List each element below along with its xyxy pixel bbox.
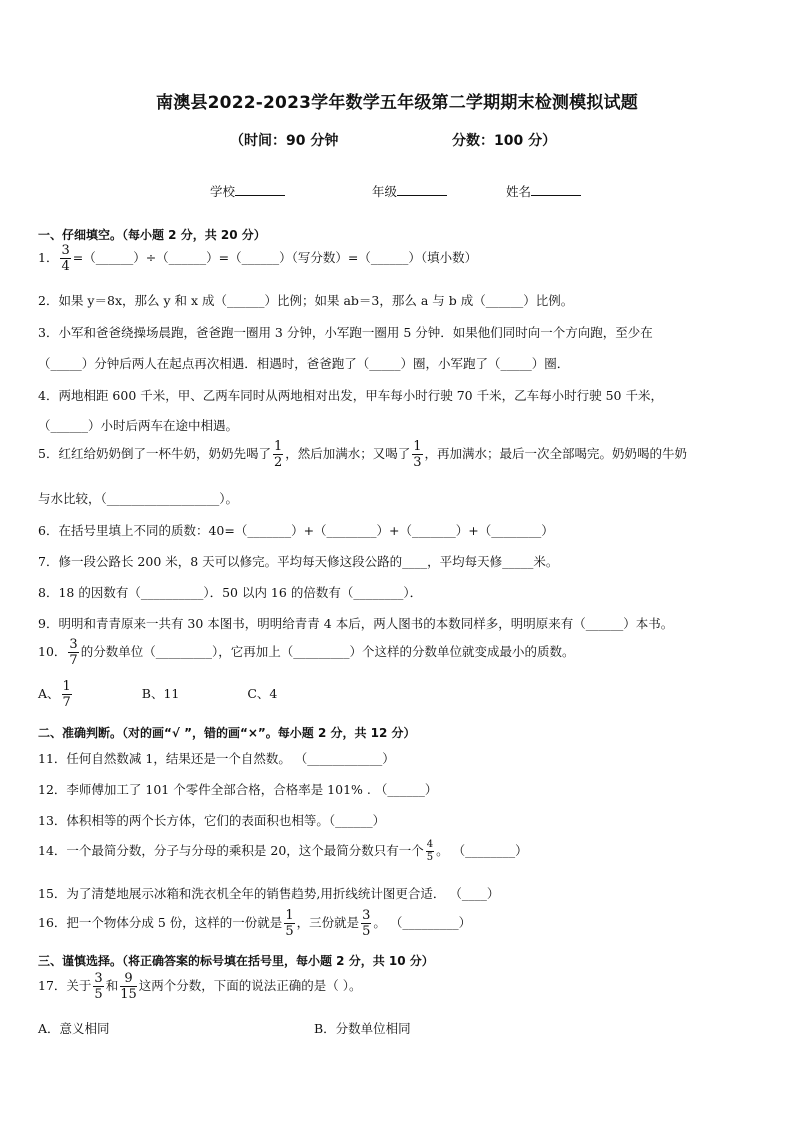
name-blank[interactable] (531, 183, 581, 196)
exam-score: 分数：100 分） (452, 133, 557, 149)
question-4-line2: （______）小时后两车在途中相遇。 (38, 418, 239, 433)
question-2: 2．如果 y＝8x，那么 y 和 x 成（______）比例；如果 ab＝3，那么 a 与 b 成（______）比例。 (38, 293, 574, 308)
q16-fraction-1: $\frac{1}{5}$ (285, 908, 294, 939)
question-5-line2: 与水比较，（__________________）。 (38, 491, 239, 506)
section-2-heading: 二、准确判断。（对的画“√ ”，错的画“×”。每小题 2 分，共 12 分） (38, 726, 416, 740)
q1-number: 1． (38, 250, 59, 265)
question-8: 8．18 的因数有（__________）．50 以内 16 的倍数有（________）． (38, 585, 423, 600)
question-16: 16．把一个物体分成 5 份，这样的一份就是 $\frac{1}{5}$ ，三份就是 $\frac{3}{5}$ 。 （_________） (38, 908, 472, 939)
grade-label: 年级 (372, 184, 398, 199)
question-17-option-b[interactable]: B．分数单位相同 (314, 1021, 411, 1036)
question-6: 6．在括号里填上不同的质数：40=（_______）+（________）+（_______）+（________） (38, 523, 554, 538)
school-label: 学校 (210, 184, 236, 199)
grade-blank[interactable] (397, 183, 447, 196)
q17-fraction-2: $\frac{9}{15}$ (120, 971, 137, 1002)
question-11: 11．任何自然数减 1，结果还是一个自然数。 （____________） (38, 751, 395, 766)
q1-text: =（______）÷（______）=（______）（写分数）=（______）（填小数） (72, 250, 478, 265)
question-17: 17．关于 $\frac{3}{5}$ 和 $\frac{9}{15}$ 这两个分数，下面的说法正确的是（ ）。 (38, 971, 362, 1002)
question-17-option-a[interactable]: A．意义相同 (38, 1021, 110, 1036)
q10-option-b[interactable]: B、11 (141, 686, 180, 701)
section-3-heading: 三、谨慎选择。（将正确答案的标号填在括号里，每小题 2 分，共 10 分） (38, 954, 434, 968)
school-field (210, 182, 285, 200)
q10-option-a-fraction: $\frac{1}{7}$ (62, 679, 71, 710)
school-blank[interactable] (235, 183, 285, 196)
question-14: 14．一个最简分数，分子与分母的乘积是 20，这个最简分数只有一个 $\frac{4}{5}$ 。 （________） (38, 839, 528, 863)
question-7: 7．修一段公路长 200 米，8 天可以修完。平均每天修这段公路的____，平均每天修_____米。 (38, 554, 559, 569)
question-1 (38, 244, 477, 273)
grade-field (372, 182, 447, 200)
q16-fraction-2: $\frac{3}{5}$ (362, 908, 371, 939)
question-10: 10． $\frac{3}{7}$ 的分数单位（_________），它再加上（_________）个这样的分数单位就变成最小的质数。 (38, 637, 575, 668)
question-13: 13．体积相等的两个长方体，它们的表面积也相等。（______） (38, 813, 386, 828)
question-4-line1: 4．两地相距 600 千米，甲、乙两车同时从两地相对出发，甲车每小时行驶 70 千米，乙车每小时行驶 50 千米， (38, 388, 663, 403)
q5-fraction-2: $\frac{1}{3}$ (413, 439, 422, 470)
question-15: 15．为了清楚地展示冰箱和洗衣机全年的销售趋势,用折线统计图更合适． （____） (38, 886, 500, 901)
q10-option-c[interactable]: C、4 (247, 686, 278, 701)
q10-option-a[interactable]: A、 $\frac{1}{7}$ (38, 679, 71, 710)
question-10-options (38, 680, 277, 709)
question-3-line2: （_____）分钟后两人在起点再次相遇．相遇时，爸爸跑了（_____）圈，小军跑了（_____）圈． (38, 356, 570, 371)
question-3-line1: 3．小军和爸爸绕操场晨跑，爸爸跑一圈用 3 分钟，小军跑一圈用 5 分钟．如果他们同时向一个方向跑，至少在 (38, 325, 653, 340)
section-1-heading: 一、仔细填空。（每小题 2 分，共 20 分） (38, 228, 266, 242)
q5-fraction-1: $\frac{1}{2}$ (273, 439, 283, 470)
question-9: 9．明明和青青原来一共有 30 本图书，明明给青青 4 本后，两人图书的本数同样多，明明原来有（______）本书。 (38, 616, 674, 631)
q10-fraction: $\frac{3}{7}$ (69, 637, 78, 668)
name-field (506, 182, 581, 200)
q1-fraction: $\frac{3}{4}$ (61, 243, 70, 274)
question-5-line1: 5．红红给奶奶倒了一杯牛奶，奶奶先喝了 $\frac{1}{2}$ ，然后加满水；又喝了 $\frac{1}{3}$ ，再加满水；最后一次全部喝完。奶奶喝的牛奶 (38, 439, 688, 470)
page-title: 南澳县2022-2023学年数学五年级第二学期期末检测模拟试题 (156, 93, 638, 113)
q17-fraction-1: $\frac{3}{5}$ (94, 971, 103, 1002)
name-label: 姓名 (506, 184, 532, 199)
q14-fraction: $\frac{4}{5}$ (426, 839, 434, 863)
question-12: 12．李师傅加工了 101 个零件全部合格，合格率是 101% . （______） (38, 782, 438, 797)
exam-time: （时间：90 分钟 (230, 133, 339, 149)
